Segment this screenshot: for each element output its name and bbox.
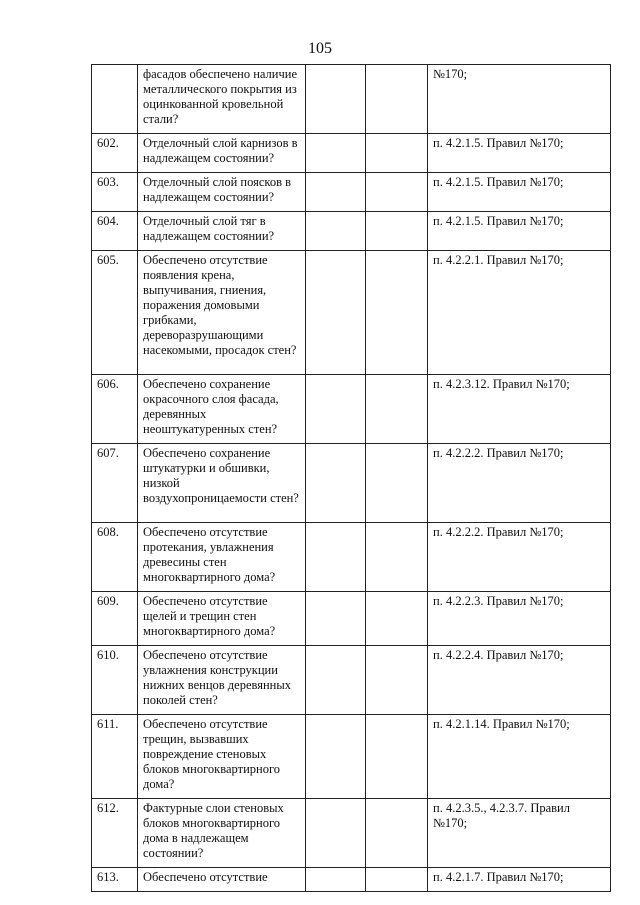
empty-cell xyxy=(366,592,428,646)
row-number: 603. xyxy=(92,173,138,212)
row-reference: п. 4.2.2.2. Правил №170; xyxy=(428,523,611,592)
table-row xyxy=(92,646,611,715)
row-question: Отделочный слой поясков в надлежащем состоянии? xyxy=(138,173,306,212)
empty-cell xyxy=(366,65,428,134)
empty-cell xyxy=(366,251,428,375)
empty-cell xyxy=(306,523,366,592)
table-row xyxy=(92,523,611,592)
row-reference: п. 4.2.3.5., 4.2.3.7. Правил №170; xyxy=(428,799,611,868)
row-number: 604. xyxy=(92,212,138,251)
row-reference: п. 4.2.2.1. Правил №170; xyxy=(428,251,611,375)
empty-cell xyxy=(306,868,366,892)
row-reference: п. 4.2.1.5. Правил №170; xyxy=(428,173,611,212)
empty-cell xyxy=(366,173,428,212)
row-reference: п. 4.2.2.2. Правил №170; xyxy=(428,444,611,523)
empty-cell xyxy=(366,868,428,892)
row-reference: п. 4.2.1.5. Правил №170; xyxy=(428,134,611,173)
table-row xyxy=(92,65,611,134)
empty-cell xyxy=(366,523,428,592)
table-row xyxy=(92,212,611,251)
row-number: 613. xyxy=(92,868,138,892)
row-number: 606. xyxy=(92,375,138,444)
empty-cell xyxy=(366,212,428,251)
empty-cell xyxy=(306,799,366,868)
empty-cell xyxy=(306,212,366,251)
table-row xyxy=(92,799,611,868)
row-number xyxy=(92,65,138,134)
row-number: 609. xyxy=(92,592,138,646)
checklist-table xyxy=(91,64,611,892)
table-row xyxy=(92,134,611,173)
row-number: 607. xyxy=(92,444,138,523)
row-question: Обеспечено сохранение штукатурки и обшивки, низкой воздухопроницаемости стен? xyxy=(138,444,306,523)
empty-cell xyxy=(366,646,428,715)
row-number: 602. xyxy=(92,134,138,173)
row-number: 612. xyxy=(92,799,138,868)
row-question: Обеспечено отсутствие xyxy=(138,868,306,892)
row-number: 610. xyxy=(92,646,138,715)
row-question: Отделочный слой тяг в надлежащем состоянии? xyxy=(138,212,306,251)
empty-cell xyxy=(306,646,366,715)
empty-cell xyxy=(306,444,366,523)
empty-cell xyxy=(306,251,366,375)
empty-cell xyxy=(366,444,428,523)
row-number: 605. xyxy=(92,251,138,375)
table-row xyxy=(92,868,611,892)
row-reference: п. 4.2.2.4. Правил №170; xyxy=(428,646,611,715)
table-row xyxy=(92,375,611,444)
empty-cell xyxy=(306,173,366,212)
row-reference: п. 4.2.2.3. Правил №170; xyxy=(428,592,611,646)
table-row xyxy=(92,715,611,799)
row-question: Отделочный слой карнизов в надлежащем состоянии? xyxy=(138,134,306,173)
empty-cell xyxy=(366,799,428,868)
table-row xyxy=(92,592,611,646)
row-question: Обеспечено отсутствие появления крена, выпучивания, гниения, поражения домовыми грибками, дереворазрушающими насекомыми, просадок стен? xyxy=(138,251,306,375)
empty-cell xyxy=(306,375,366,444)
table-row xyxy=(92,251,611,375)
row-number: 611. xyxy=(92,715,138,799)
empty-cell xyxy=(306,592,366,646)
row-reference: п. 4.2.3.12. Правил №170; xyxy=(428,375,611,444)
empty-cell xyxy=(306,65,366,134)
table-row xyxy=(92,444,611,523)
row-reference: п. 4.2.1.14. Правил №170; xyxy=(428,715,611,799)
row-number: 608. xyxy=(92,523,138,592)
empty-cell xyxy=(306,715,366,799)
row-reference: №170; xyxy=(428,65,611,134)
empty-cell xyxy=(366,375,428,444)
row-question: Обеспечено отсутствие трещин, вызвавших повреждение стеновых блоков многоквартирного дома? xyxy=(138,715,306,799)
row-question: Фактурные слои стеновых блоков многоквартирного дома в надлежащем состоянии? xyxy=(138,799,306,868)
page-number: 105 xyxy=(308,40,332,57)
row-question: Обеспечено сохранение окрасочного слоя фасада, деревянных неоштукатуренных стен? xyxy=(138,375,306,444)
empty-cell xyxy=(366,134,428,173)
empty-cell xyxy=(306,134,366,173)
row-reference: п. 4.2.1.5. Правил №170; xyxy=(428,212,611,251)
empty-cell xyxy=(366,715,428,799)
row-question: Обеспечено отсутствие протекания, увлажнения древесины стен многоквартирного дома? xyxy=(138,523,306,592)
row-question: Обеспечено отсутствие щелей и трещин стен многоквартирного дома? xyxy=(138,592,306,646)
row-question: фасадов обеспечено наличие металлического покрытия из оцинкованной кровельной стали? xyxy=(138,65,306,134)
table-row xyxy=(92,173,611,212)
row-question: Обеспечено отсутствие увлажнения конструкции нижних венцов деревянных поколей стен? xyxy=(138,646,306,715)
row-reference: п. 4.2.1.7. Правил №170; xyxy=(428,868,611,892)
